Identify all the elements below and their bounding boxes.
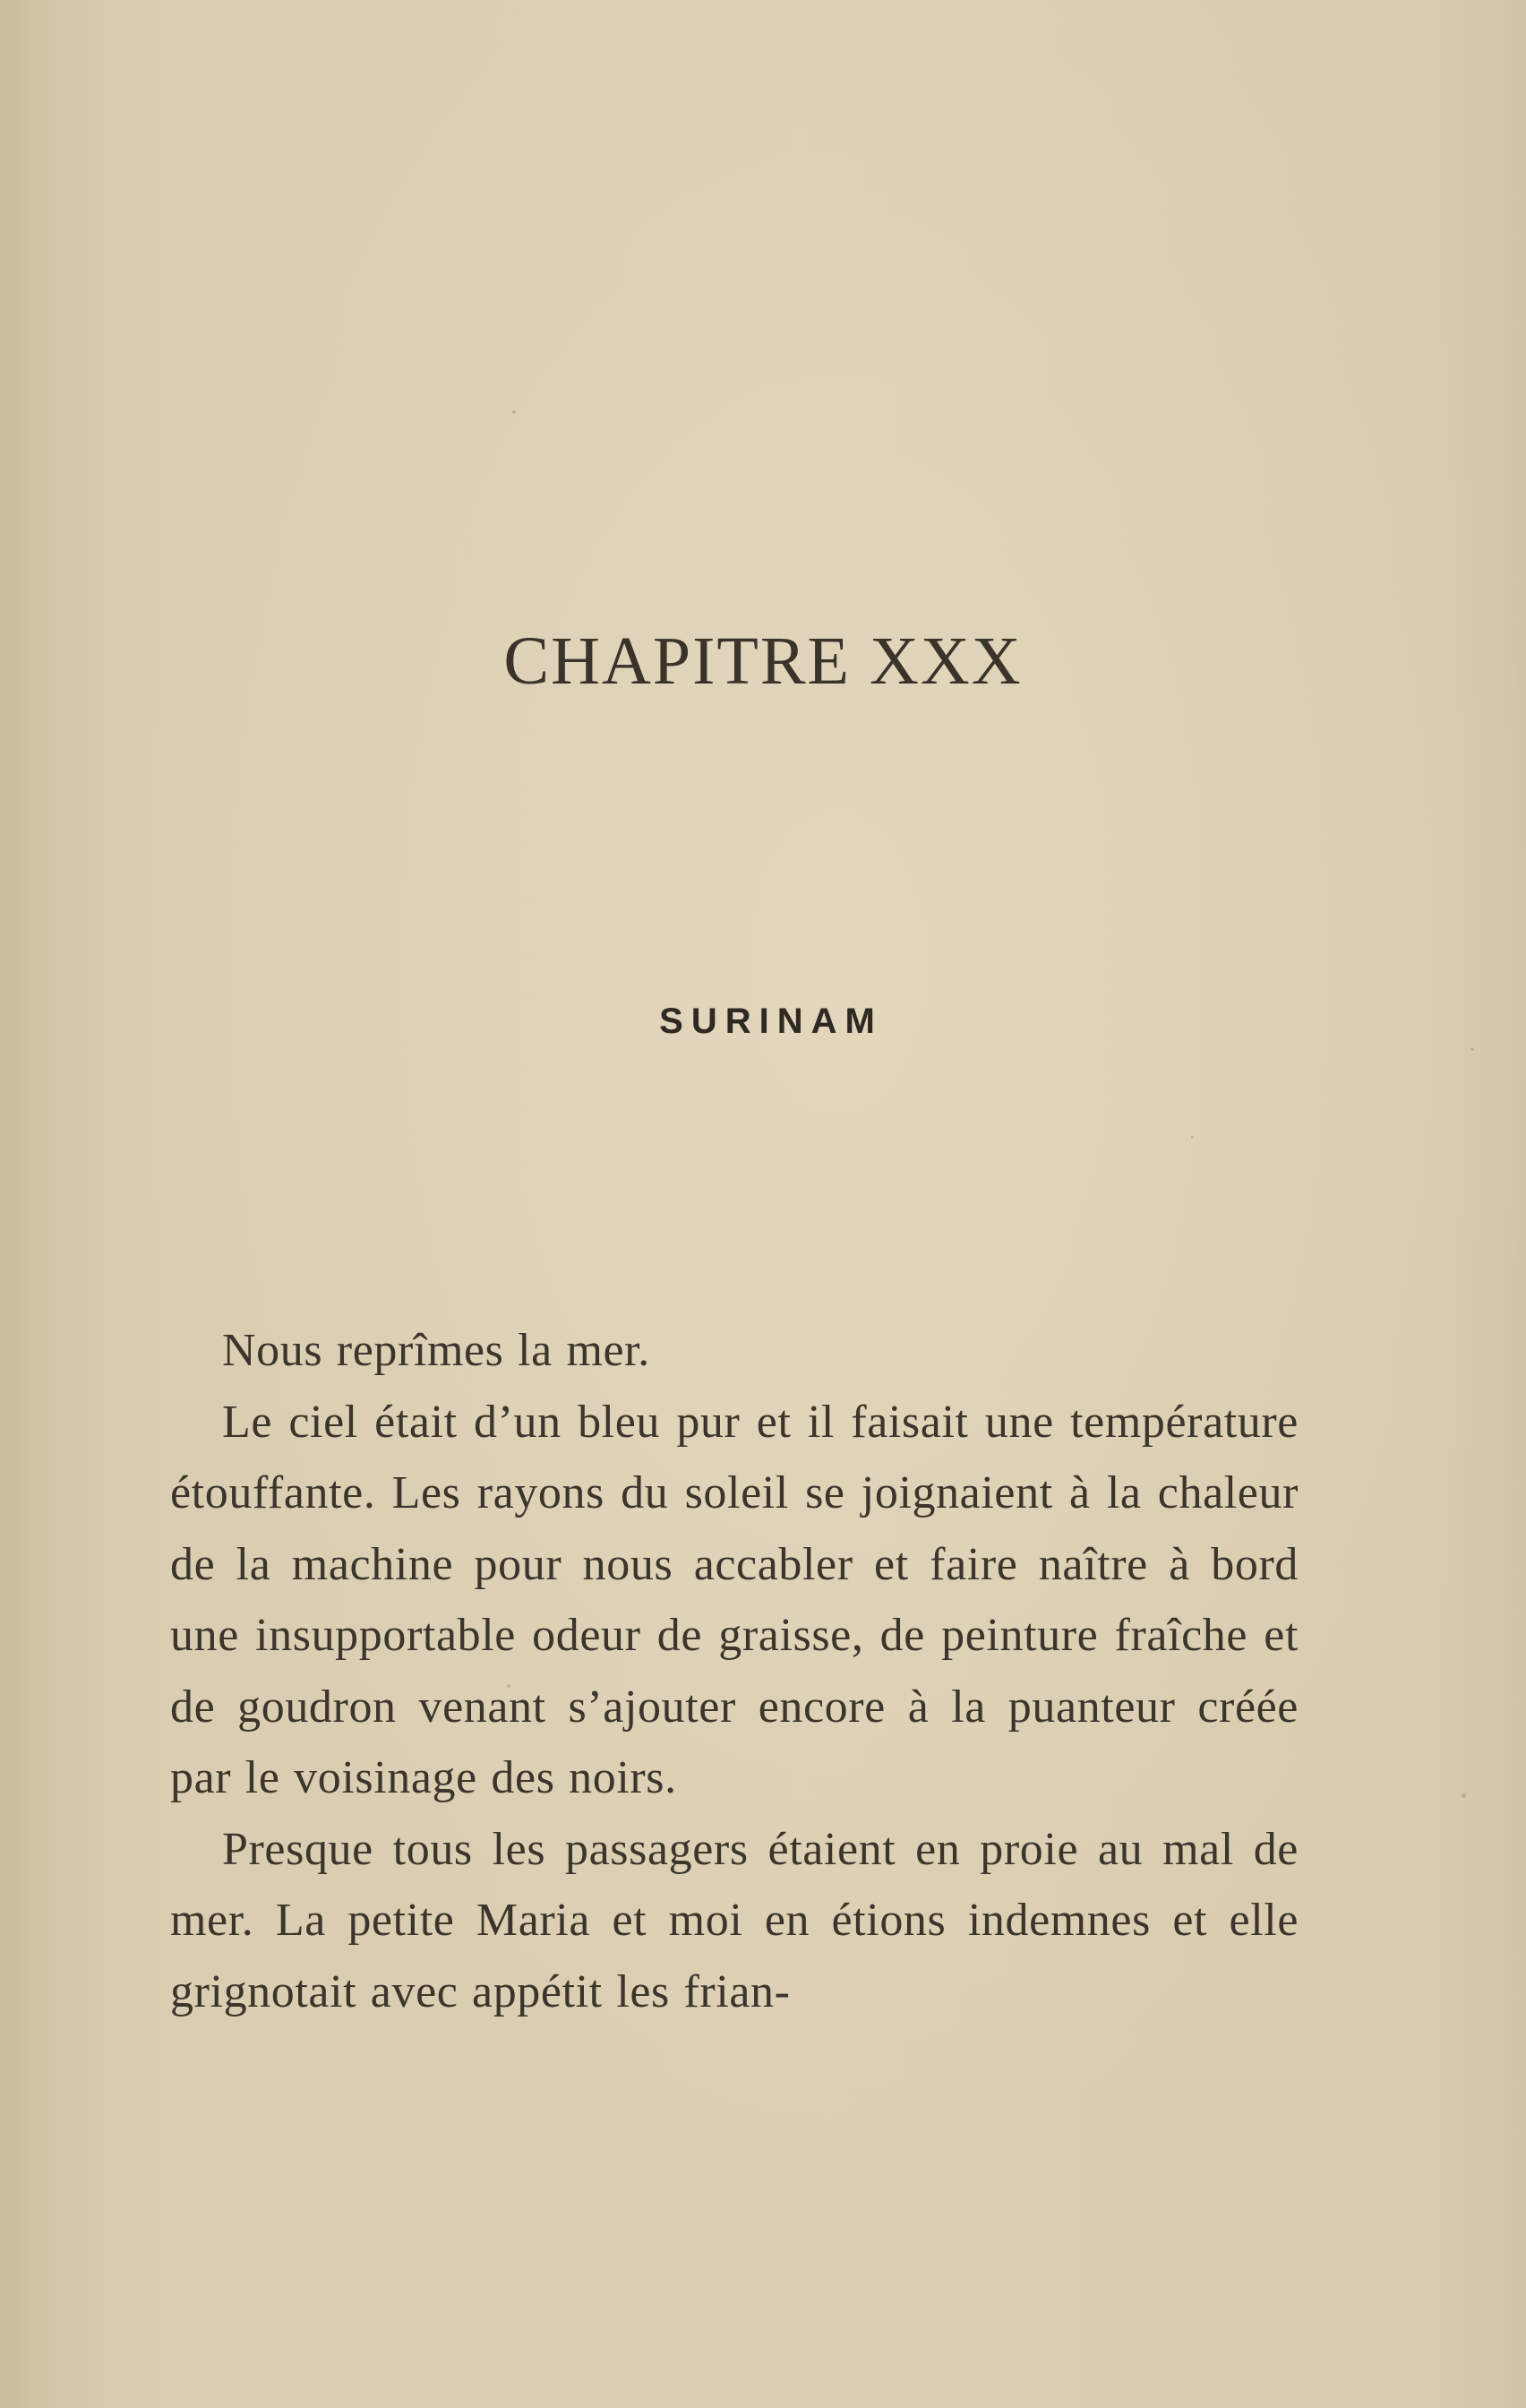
- paragraph: Presque tous les passagers étaient en proie au mal de mer. La petite Maria et moi en étions indemnes et elle grignotait avec appétit les frian-: [170, 1823, 1299, 2017]
- paper-speck: [1191, 1136, 1194, 1139]
- paper-speck: [512, 410, 516, 414]
- chapter-title: CHAPITRE XXX: [503, 624, 1023, 699]
- paper-speck: [1462, 1793, 1466, 1798]
- paragraph: Le ciel était d’un bleu pur et il faisait une température étouffante. Les rayons du soleil se joignaient à la chaleur de la machine pour nous accabler et faire naître à bord une insupportable odeur de graisse, de peinture fraîche et de goudron venant s’ajouter encore à la puanteur créée par le voisinage des noirs.: [170, 1396, 1299, 1803]
- section-title: SURINAM: [659, 1002, 883, 1041]
- paragraph: Nous reprîmes la mer.: [222, 1325, 650, 1376]
- body-text: [170, 1315, 1299, 2027]
- paper-speck: [1470, 1048, 1474, 1051]
